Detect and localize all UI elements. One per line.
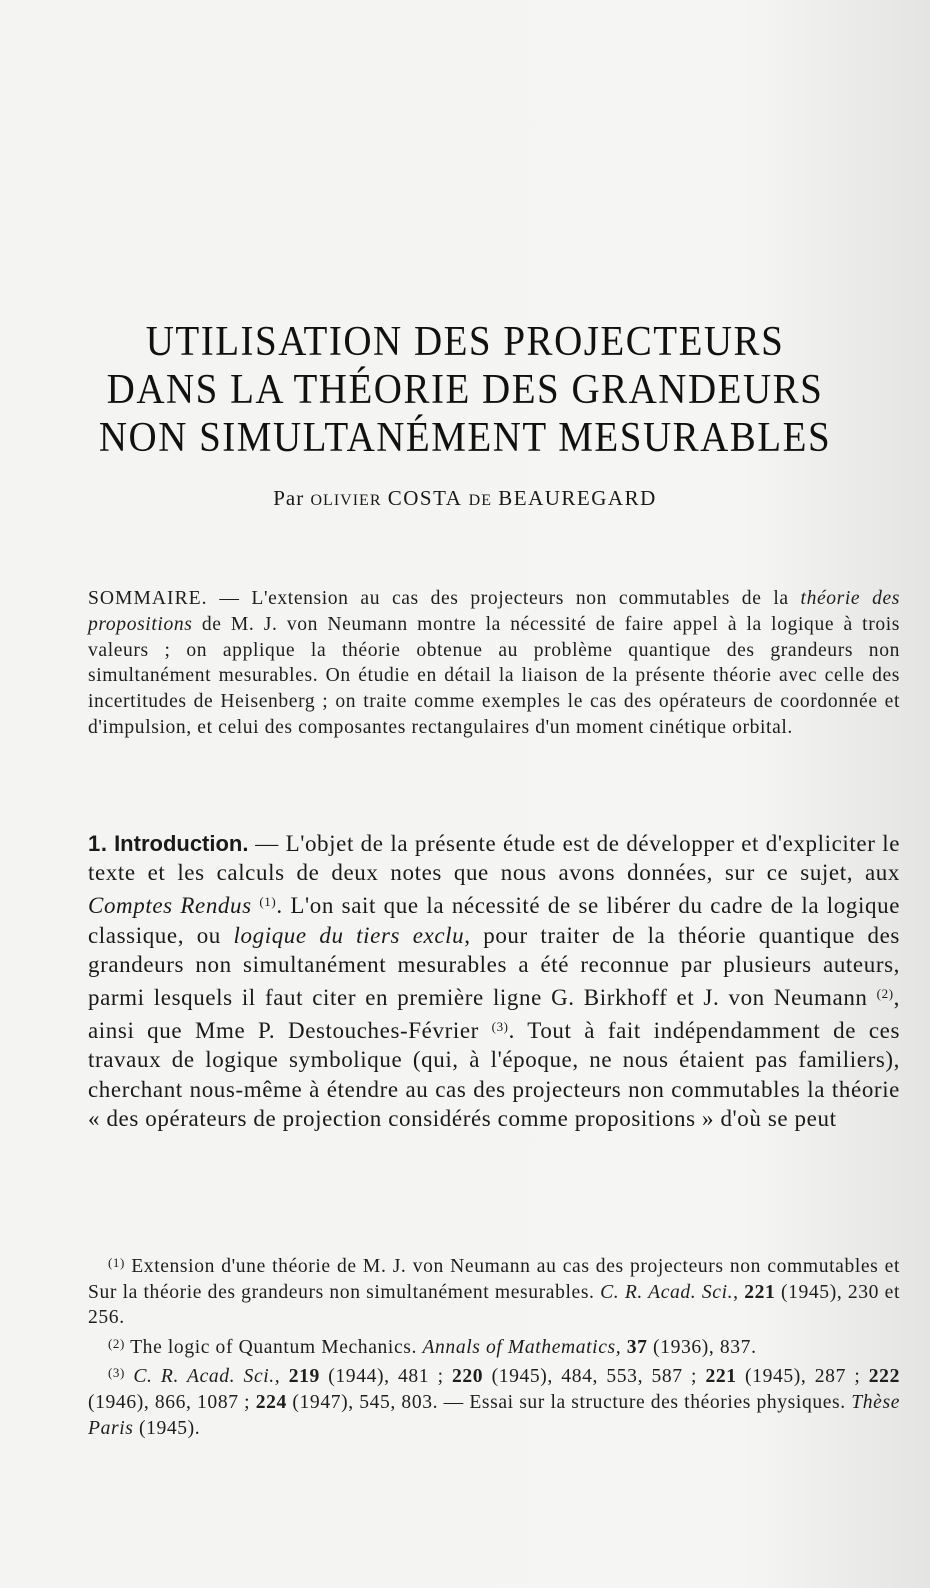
footnote-3-volume-2: 220 [452, 1366, 484, 1388]
footnote-3-text-2: (1944), 481 ; [319, 1366, 452, 1388]
footnote-ref-1: (1) [259, 894, 277, 910]
footnote-2-text-3: (1936), 837. [647, 1336, 757, 1358]
footnotes [88, 1250, 900, 1441]
author-last-name-2: BEAUREGARD [498, 486, 657, 510]
footnote-2-volume: 37 [626, 1336, 648, 1358]
footnote-2-text-1: The logic of Quantum Mechanics. [124, 1336, 423, 1358]
footnote-3-volume-1: 219 [288, 1366, 320, 1388]
author-last-name: COSTA [387, 486, 463, 510]
footnote-1-text-3: (1945), 230 et 256. [88, 1281, 900, 1329]
footnote-3-text-4: (1945), 287 ; [736, 1366, 869, 1388]
intro-text-3: , pour traiter de la théorie quantique des grandeurs non simultanément mesurables a été reconnue par plusieurs auteurs, parmi lesquels il faut citer en première ligne G. Birkhoff et J. von Neumann [88, 922, 900, 1011]
abstract-text-2: de M. J. von Neumann montre la nécessité de faire appel à la logique à trois valeurs ; on applique la théorie obtenue au problème quantique des grandeurs non simultanément mesurables. On étudie en détail la liaison de la présente théorie avec celle des incertitudes de Heisenberg ; on traite comme exemples le cas des opérateurs de coordonnée et d'impulsion, et celui des composantes rectangulaires d'un moment cinétique orbital. [88, 613, 900, 738]
abstract-italic-1: théorie des propositions [88, 588, 900, 635]
footnote-2-journal: Annals of Mathematics, [422, 1336, 622, 1358]
footnote-2 [88, 1331, 900, 1361]
footnote-3-thesis: Thèse Paris [88, 1391, 900, 1439]
intro-text-4: , ainsi que Mme P. Destouches-Février [88, 985, 900, 1044]
abstract-lead: SOMMAIRE. [88, 588, 208, 609]
footnote-2-mark: (2) [108, 1335, 125, 1351]
intro-text-1: — L'objet de la présente étude est de développer et d'expliciter le texte et les calculs de deux notes que nous avons données, sur ce sujet, aux [88, 831, 900, 886]
footnote-1-volume: 221 [744, 1281, 776, 1303]
author-line [0, 486, 930, 511]
footnote-3 [88, 1360, 900, 1441]
abstract-text-1: — L'extension au cas des projecteurs non commutables de la [207, 588, 801, 609]
title-line-1: UTILISATION DES PROJECTEURS [145, 318, 785, 365]
section-number: 1. [88, 831, 108, 856]
footnote-3-volume-5: 224 [255, 1391, 287, 1413]
author-prefix: Par [273, 486, 305, 510]
article-title [0, 318, 930, 462]
footnote-3-text-7: (1945). [133, 1417, 201, 1439]
footnote-ref-2: (2) [876, 986, 894, 1002]
footnote-3-volume-4: 222 [868, 1366, 900, 1388]
footnote-3-text-5: (1946), 866, 1087 ; [88, 1391, 256, 1413]
author-first-name: OLIVIER [310, 492, 382, 509]
title-line-3: NON SIMULTANÉMENT MESURABLES [98, 414, 832, 461]
author-particle: DE [468, 492, 492, 509]
intro-text-2: . L'on sait que la nécessité de se libérer du cadre de la logique classique, ou [88, 893, 901, 948]
title-line-2: DANS LA THÉORIE DES GRANDEURS [106, 366, 824, 413]
footnote-1-mark: (1) [108, 1255, 125, 1270]
footnote-1-text-2: , [733, 1281, 745, 1303]
introduction-paragraph [88, 829, 900, 1133]
section-heading: Introduction. [107, 831, 249, 856]
footnote-1-text-1: Extension d'une théorie de M. J. von Neumann au cas des projecteurs non commutables et Sur la théorie des grandeurs non simultanément mesurables. [88, 1256, 900, 1303]
footnote-3-volume-3: 221 [705, 1366, 737, 1388]
footnote-3-text-6: (1947), 545, 803. — Essai sur la structure des théories physiques. [286, 1391, 852, 1413]
footnote-3-text-1 [280, 1366, 288, 1387]
footnote-3-text-3: (1945), 484, 553, 587 ; [483, 1366, 706, 1388]
intro-italic-1: Comptes Rendus [88, 893, 252, 919]
footnote-1 [88, 1250, 900, 1331]
footnote-ref-3: (3) [491, 1019, 509, 1035]
footnote-3-mark: (3) [108, 1365, 125, 1381]
intro-italic-2: logique du tiers exclu [233, 922, 465, 948]
footnote-1-journal: C. R. Acad. Sci. [600, 1281, 734, 1303]
intro-text-5: . Tout à fait indépendamment de ces travaux de logique symbolique (qui, à l'époque, ne nous étaient pas familiers), cherchant nous-même à étendre au cas des projecteurs non commutables la théorie « des opérateurs de projection considérés comme propositions » d'où se peut [88, 1018, 900, 1131]
abstract [88, 586, 900, 741]
footnote-3-journal: C. R. Acad. Sci., [133, 1366, 281, 1388]
